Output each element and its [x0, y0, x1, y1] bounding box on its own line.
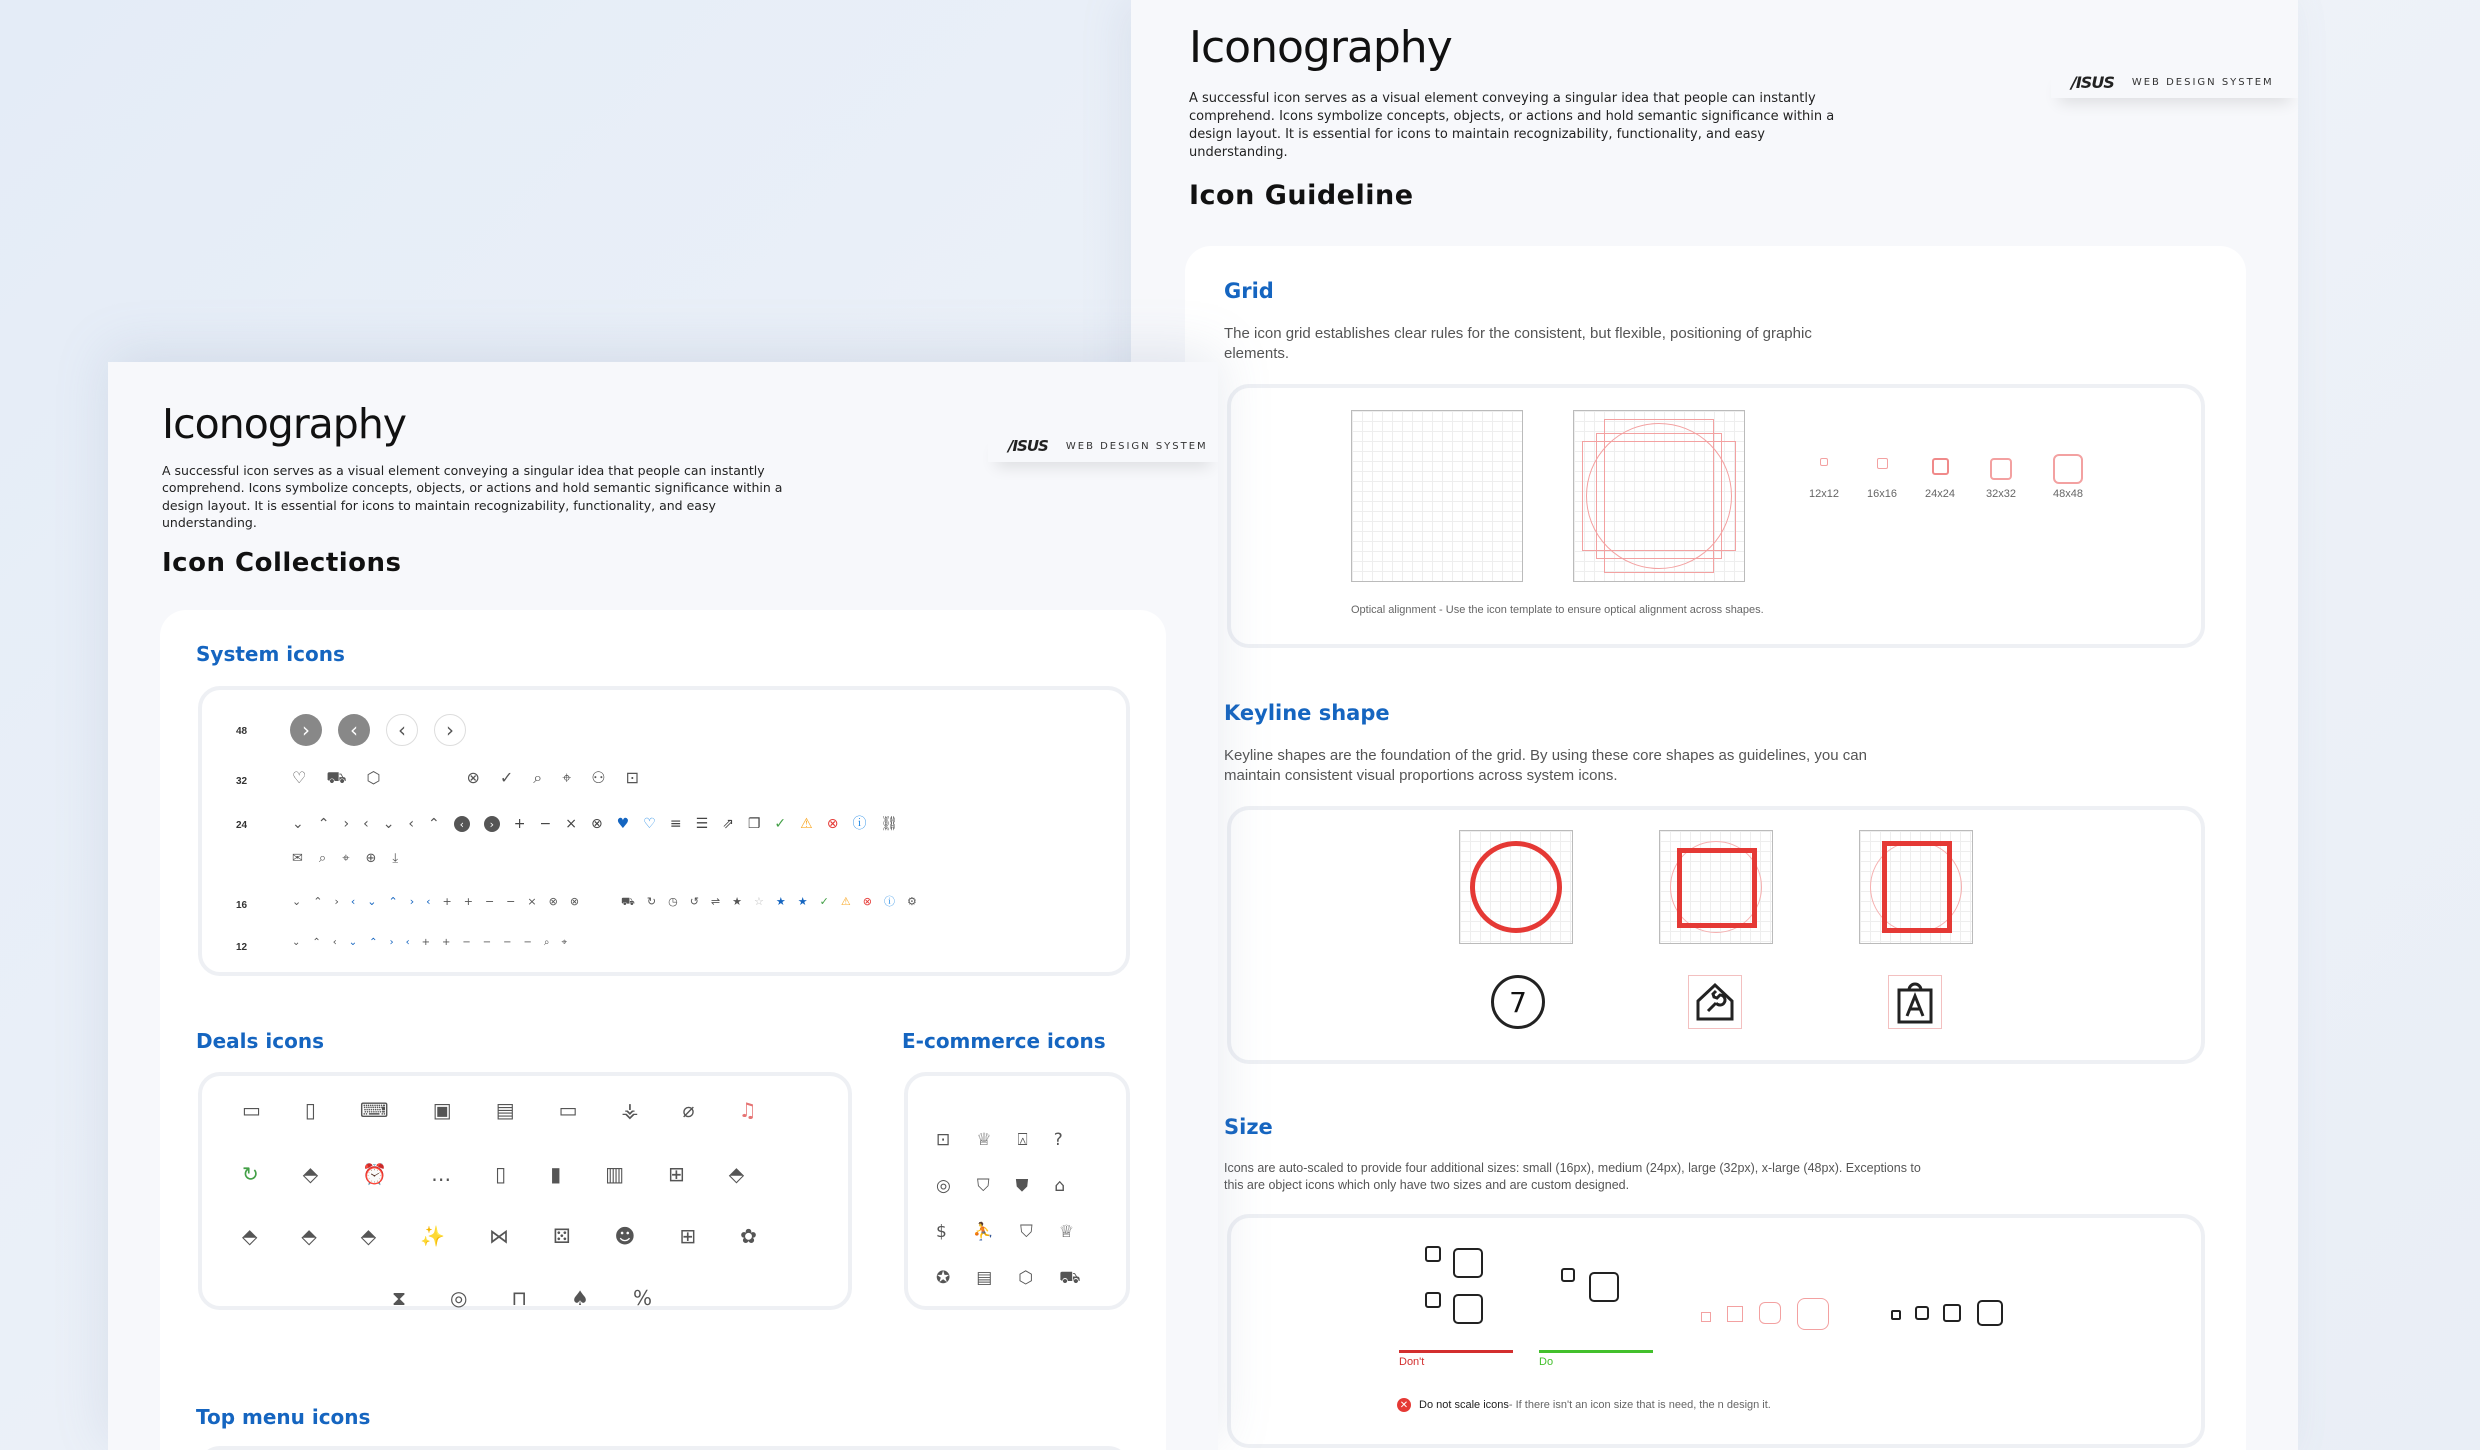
warning-icon[interactable]: ⚠ [840, 895, 851, 908]
row-size-label: 16 [236, 900, 248, 911]
error-icon: ✕ [1397, 1398, 1411, 1412]
ecommerce-icons-panel [904, 1072, 1130, 1310]
keyline-panel [1227, 806, 2205, 1064]
desktop-laptop-icon[interactable]: ▭ [242, 1098, 261, 1122]
sheet-intro: A successful icon serves as a visual element conveying a singular idea that people can instantly comprehend. Icons symbolize concepts, objects, or actions and hold semantic significance within a design layout. It is essential for icons to maintain recognizability, functionality, and easy understanding. [1189, 91, 1835, 160]
close-icon[interactable]: × [565, 816, 577, 832]
30-days-icon[interactable]: ◎ [936, 1176, 951, 1196]
truck-icon[interactable]: ⛟ [621, 895, 635, 908]
location-pin-icon[interactable]: ⌖ [562, 768, 572, 787]
ecommerce-row-3 [936, 1224, 1074, 1241]
grid-heading: Grid [1224, 279, 1274, 303]
close-circle-icon[interactable]: ⊗ [590, 816, 603, 832]
chevron-left-icon[interactable]: ‹ [426, 895, 431, 908]
chevron-left-icon[interactable]: ‹ [405, 937, 410, 948]
close-circle-icon[interactable]: ⊗ [548, 895, 558, 908]
icon-guideline-sheet [1131, 0, 2298, 1450]
repair-icon[interactable]: ⌂ [1054, 1176, 1066, 1196]
help-icon[interactable]: ? [1053, 1130, 1063, 1150]
collections-card [160, 610, 1166, 1450]
guideline-card [1185, 246, 2246, 1450]
error-icon[interactable]: ⊗ [826, 816, 839, 832]
size-description: Icons are auto-scaled to provide four additional sizes: small (16px), medium (24px), large (32px), x-large (48px). Exceptions to this are object icons which only have two sizes and are custom designed. [1224, 1161, 1921, 1192]
system-row-32 [292, 770, 639, 786]
sheet-title: Iconography [1189, 22, 1452, 73]
scale-sample [1759, 1302, 1781, 1324]
box-icon[interactable]: ⬡ [1018, 1268, 1034, 1288]
shipping-icon[interactable]: ⛟ [326, 768, 347, 787]
star-filled-icon[interactable]: ★ [775, 895, 786, 908]
shopping-bag-icon[interactable]: ⊓ [511, 1286, 528, 1310]
arrow-right-filled-icon[interactable]: › [484, 816, 500, 832]
ecommerce-icons-heading: E-commerce icons [902, 1029, 1106, 1053]
row-size-label: 24 [236, 820, 248, 831]
chevron-up-icon[interactable]: ⌃ [388, 895, 398, 908]
chevron-right-icon[interactable]: › [343, 816, 350, 832]
service-wrench-icon [1688, 975, 1742, 1029]
external-link-icon[interactable]: ⇗ [722, 816, 734, 832]
chevron-left-icon[interactable]: ‹ [350, 895, 356, 908]
flower-icon[interactable]: ✿ [740, 1224, 757, 1248]
system-row-48 [290, 714, 466, 746]
heart-icon[interactable]: ♡ [292, 768, 307, 787]
system-icons-panel [198, 686, 1130, 976]
chevron-up-icon[interactable]: ⌃ [312, 937, 321, 948]
do-label: Do [1539, 1356, 1554, 1368]
crown-icon[interactable]: ♕ [1058, 1222, 1074, 1242]
do-underline [1539, 1350, 1653, 1353]
ecommerce-row-4 [936, 1270, 1081, 1287]
scale-sample [1891, 1310, 1901, 1320]
gamepad-icon[interactable]: ⚄ [553, 1224, 571, 1248]
info-icon[interactable]: ⓘ [852, 816, 867, 832]
search-icon[interactable]: ⌕ [533, 768, 543, 787]
scale-sample [1701, 1312, 1711, 1322]
graphics-card-icon[interactable]: ▤ [495, 1098, 515, 1122]
shield-a-icon[interactable]: ⛉ [976, 1176, 990, 1196]
dont-underline [1399, 1350, 1513, 1353]
compare-icon[interactable]: ⇌ [710, 895, 721, 908]
minus-icon[interactable]: − [482, 937, 492, 948]
grid-size-samples [1795, 458, 2103, 502]
circle-keyline [1459, 830, 1573, 944]
combo-icon[interactable]: ⊞ [668, 1162, 685, 1186]
cart-icon[interactable]: ⊡ [625, 768, 639, 787]
size-label: 48x48 [2053, 488, 2083, 500]
scale-sample [1977, 1300, 2003, 1326]
bow-icon[interactable]: ⋈ [489, 1224, 510, 1248]
size-label: 24x24 [1925, 488, 1955, 500]
asus-logo: /ISUS [2071, 72, 2114, 92]
plus-icon[interactable]: + [513, 816, 526, 832]
arrow-left-filled-icon[interactable]: ‹ [454, 816, 470, 832]
shopping-bag-icon [1888, 975, 1942, 1029]
receipt-icon[interactable]: ▤ [976, 1268, 993, 1288]
laptop-icon[interactable]: ⌨ [359, 1098, 389, 1122]
system-row-24b [292, 852, 398, 865]
plus-icon[interactable]: + [442, 895, 452, 908]
system-icons-heading: System icons [196, 642, 345, 666]
price-tag-icon[interactable]: ⬘ [360, 1224, 377, 1248]
chevron-right-icon[interactable]: › [389, 937, 394, 948]
history-icon[interactable]: ↺ [689, 895, 699, 908]
settings-icon[interactable]: ⚙ [906, 895, 917, 908]
sheet-intro: A successful icon serves as a visual element conveying a singular idea that people can instantly comprehend. Icons symbolize concepts, objects, or actions and hold semantic significance within a design layout. It is essential for icons to maintain recognizability, functionality, and easy understanding. [162, 463, 783, 530]
chevron-down-icon[interactable]: ⌄ [292, 937, 301, 948]
size-label: 12x12 [1809, 488, 1839, 500]
price-tag-icon[interactable]: ⬘ [301, 1224, 317, 1248]
deals-row-3 [242, 1226, 757, 1246]
chevron-right-filled-icon[interactable]: › [290, 714, 322, 746]
row-size-label: 12 [236, 942, 248, 953]
asus-a-badge-icon[interactable]: ⍓ [1017, 1130, 1028, 1150]
shipping-icon[interactable]: ⛟ [1059, 1268, 1081, 1288]
chevron-right-icon[interactable]: › [334, 895, 339, 908]
phone-icon[interactable]: ▯ [495, 1162, 507, 1186]
size-note-bold: Do not scale icons [1419, 1399, 1509, 1411]
minus-icon[interactable]: − [462, 937, 471, 948]
keyline-heading: Keyline shape [1224, 701, 1390, 725]
minus-icon[interactable]: − [484, 895, 495, 908]
empty-grid-template [1351, 410, 1523, 582]
monitor-icon[interactable]: ▭ [558, 1098, 578, 1122]
chevron-up-icon[interactable]: ⌃ [317, 816, 330, 832]
award-icon[interactable]: ✪ [936, 1268, 951, 1288]
dont-label: Don't [1399, 1356, 1425, 1368]
grid-panel [1227, 384, 2205, 648]
user-icon[interactable]: ⚇ [591, 768, 606, 787]
shield-heart-icon[interactable]: ⛊ [1015, 1176, 1029, 1196]
brand-tab [2051, 66, 2298, 98]
section-title: Icon Collections [162, 548, 402, 578]
plus-icon[interactable]: + [441, 937, 451, 948]
tree-icon[interactable]: ♠ [571, 1286, 590, 1310]
scale-sample [1727, 1306, 1743, 1322]
chevron-left-outline-icon[interactable]: ‹ [386, 714, 418, 746]
minus-icon[interactable]: − [506, 895, 516, 908]
brand-label: WEB DESIGN SYSTEM [1065, 440, 1208, 452]
plus-icon[interactable]: + [463, 895, 473, 908]
refresh-icon[interactable]: ↻ [242, 1162, 259, 1186]
discount-icon[interactable]: % [633, 1286, 653, 1310]
grid-caption: Optical alignment - Use the icon template to ensure optical alignment across shapes. [1351, 604, 1764, 616]
chevron-left-filled-icon[interactable]: ‹ [338, 714, 370, 746]
chevron-up-icon[interactable]: ⌃ [313, 895, 323, 908]
download-icon[interactable]: ⤓ [392, 851, 399, 866]
chevron-up-icon[interactable]: ⌃ [369, 937, 378, 948]
success-icon[interactable]: ✓ [774, 816, 787, 832]
minus-icon[interactable]: − [539, 816, 552, 832]
chevron-down-icon[interactable]: ⌄ [292, 816, 304, 832]
menu-icon[interactable]: ☰ [695, 816, 709, 832]
square-keyline [1659, 830, 1773, 944]
scale-sample [1943, 1304, 1961, 1322]
search-icon[interactable]: ⌕ [543, 937, 550, 948]
bundle-icon[interactable]: ▥ [605, 1162, 624, 1186]
success-icon[interactable]: ✓ [819, 895, 829, 908]
sheet-title: Iconography [162, 400, 407, 448]
close-circle-icon[interactable]: ⊗ [466, 768, 480, 787]
ecommerce-row-2 [936, 1178, 1065, 1195]
alarm-clock-icon[interactable]: ⏰ [362, 1162, 388, 1186]
top-menu-icons-panel [198, 1446, 1130, 1450]
chevron-down-circle-icon[interactable]: ⌄ [382, 816, 395, 832]
star-outline-icon[interactable]: ☆ [754, 895, 764, 908]
chevron-up-circle-icon[interactable]: ⌃ [428, 816, 440, 832]
location-pin-icon[interactable]: ⌖ [561, 937, 568, 948]
shield-a-icon[interactable]: ⛉ [1020, 1222, 1033, 1242]
deals-row-4 [392, 1288, 652, 1308]
more-icon[interactable]: … [431, 1162, 452, 1186]
row-size-label: 48 [236, 726, 248, 737]
24h-icon[interactable]: ⊡ [936, 1130, 951, 1150]
asus-logo: /ISUS [1008, 437, 1048, 455]
ecommerce-row-1 [936, 1132, 1063, 1149]
scale-sample [1915, 1306, 1929, 1320]
keyline-grid-template [1573, 410, 1745, 582]
clock-icon[interactable]: ◷ [668, 895, 678, 908]
dollar-badge-icon[interactable]: $ [936, 1222, 947, 1242]
copy-icon[interactable]: ❐ [747, 816, 761, 832]
refresh-icon[interactable]: ↻ [646, 895, 657, 908]
box-icon[interactable]: ⬡ [366, 768, 381, 787]
gift-icon[interactable]: ⊞ [679, 1224, 697, 1248]
portrait-rectangle-keyline [1859, 830, 1973, 944]
search-icon[interactable]: ⌕ [318, 851, 327, 866]
brand-tab [988, 430, 1218, 462]
deals-row-1 [242, 1100, 757, 1120]
error-icon[interactable]: ⊗ [862, 895, 872, 908]
chevron-left-icon[interactable]: ‹ [363, 816, 369, 832]
chevron-right-icon[interactable]: › [409, 895, 415, 908]
icon-collections-sheet [108, 362, 1218, 1450]
top-menu-icons-heading: Top menu icons [196, 1405, 371, 1429]
star-icon[interactable]: ★ [732, 895, 743, 908]
size-note [1397, 1398, 1771, 1412]
system-row-12 [292, 938, 567, 948]
size-panel [1227, 1214, 2205, 1448]
plus-icon[interactable]: + [421, 937, 430, 948]
delivery-person-icon[interactable]: ⛹ [972, 1222, 994, 1242]
row-size-label: 32 [236, 776, 248, 787]
close-circle-icon[interactable]: ⊗ [569, 895, 580, 908]
price-tag-icon[interactable]: ⬘ [302, 1162, 319, 1186]
size-label: 16x16 [1867, 488, 1897, 500]
tie-icon[interactable]: ⧗ [392, 1286, 407, 1310]
minus-icon[interactable]: − [523, 937, 532, 948]
heart-outline-icon[interactable]: ♡ [643, 816, 656, 832]
warning-icon[interactable]: ⚠ [800, 816, 813, 832]
bell-icon[interactable]: ♫ [738, 1098, 757, 1122]
celebration-icon[interactable]: ✨ [420, 1224, 446, 1248]
star-filled-icon[interactable]: ★ [797, 895, 808, 908]
filter-icon[interactable]: ≡ [669, 816, 682, 832]
chevron-left-icon[interactable]: ‹ [332, 937, 337, 948]
price-tag-icon[interactable]: ⬘ [728, 1162, 745, 1186]
check-circle-icon[interactable]: ✓ [499, 768, 514, 787]
badge-number-icon [1491, 975, 1545, 1029]
deals-icons-panel [198, 1072, 852, 1310]
phone-icon[interactable]: ▯ [304, 1098, 316, 1122]
minus-icon[interactable]: − [503, 937, 512, 948]
chevron-right-outline-icon[interactable]: › [434, 714, 466, 746]
system-row-16 [292, 896, 917, 907]
info-icon[interactable]: ⓘ [883, 895, 895, 908]
keyline-description: Keyline shapes are the foundation of the grid. By using these core shapes as guidelines, you can maintain consistent visual proportions across system icons. [1224, 747, 1867, 785]
badge-number: 7 [1509, 985, 1527, 1019]
chevron-down-icon[interactable]: ⌄ [367, 895, 377, 908]
system-row-24 [292, 816, 898, 832]
phone-tablet-icon[interactable]: ▮ [550, 1162, 562, 1186]
deals-row-2 [242, 1164, 744, 1184]
brand-label: WEB DESIGN SYSTEM [2131, 76, 2274, 88]
pumpkin-icon[interactable]: ☻ [614, 1224, 636, 1248]
size-note-rest: - If there isn't an icon size that is need, the n design it. [1508, 1399, 1771, 1411]
sale-badge-icon[interactable]: ◎ [450, 1286, 468, 1310]
deals-icons-heading: Deals icons [196, 1029, 324, 1053]
mail-icon[interactable]: ✉ [292, 851, 303, 866]
link-icon[interactable]: ⛓ [880, 816, 899, 832]
globe-icon[interactable]: ⊕ [365, 851, 377, 866]
grid-description: The icon grid establishes clear rules for the consistent, but flexible, positioning of graphic elements. [1224, 325, 1812, 363]
chevron-left-circle-icon[interactable]: ‹ [408, 816, 415, 832]
heart-filled-icon[interactable]: ♥ [616, 816, 630, 832]
crown-icon[interactable]: ♕ [976, 1130, 992, 1150]
size-label: 32x32 [1986, 488, 2016, 500]
scale-sample [1797, 1298, 1829, 1330]
chevron-down-icon[interactable]: ⌄ [292, 895, 302, 908]
location-pin-icon[interactable]: ⌖ [342, 851, 350, 866]
router-icon[interactable]: ⚶ [621, 1098, 639, 1122]
size-heading: Size [1224, 1115, 1273, 1139]
price-tag-icon[interactable]: ⬘ [242, 1224, 258, 1248]
tag-icon[interactable]: ⌀ [682, 1098, 695, 1122]
chevron-down-icon[interactable]: ⌄ [348, 937, 358, 948]
section-title: Icon Guideline [1189, 180, 1414, 211]
devices-icon[interactable]: ▣ [432, 1098, 452, 1122]
close-icon[interactable]: × [527, 895, 537, 908]
